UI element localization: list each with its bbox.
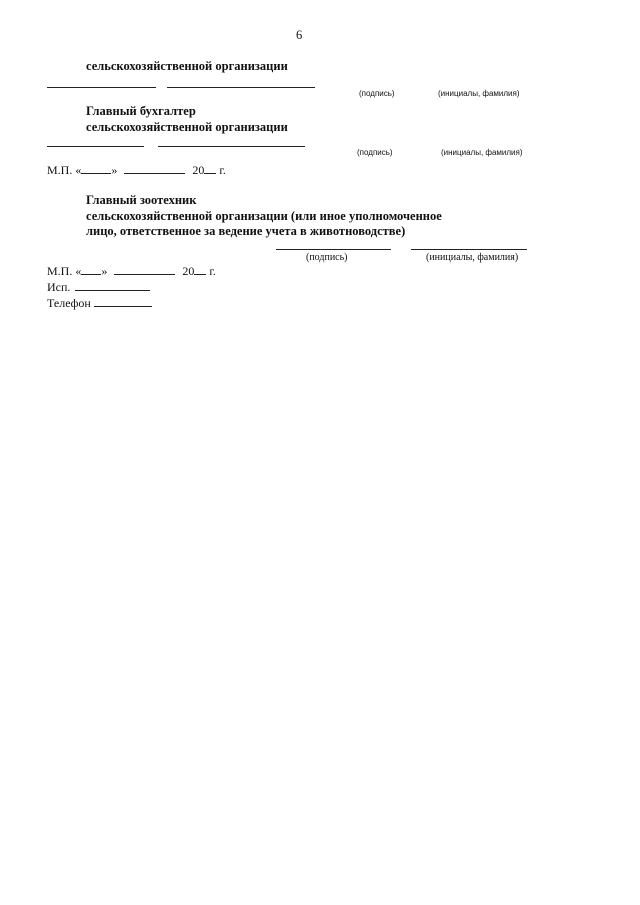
block3-stamp-date-line <box>47 264 216 279</box>
block1-org-line: сельскохозяйственной организации <box>86 59 288 73</box>
block3-line2: лицо, ответственное за ведение учета в животноводстве) <box>86 224 406 238</box>
stamp-prefix: М.П. « <box>47 264 82 278</box>
block2-stamp-date-line <box>47 163 226 178</box>
phone-blank <box>94 296 152 307</box>
day-blank <box>81 163 111 174</box>
year-suffix: г. <box>209 264 216 278</box>
isp-line <box>47 280 150 295</box>
phone-label: Телефон <box>47 296 91 310</box>
block1-name-label: (инициалы, фамилия) <box>438 89 520 98</box>
isp-blank <box>75 280 150 291</box>
stamp-prefix: М.П. « <box>47 163 82 177</box>
month-blank <box>124 163 185 174</box>
day-blank <box>81 264 101 275</box>
block3-signature-label: (подпись) <box>306 252 348 263</box>
block1-signature-label: (подпись) <box>359 89 395 98</box>
year-text: 20 <box>182 264 195 278</box>
block3-name-line <box>411 249 527 250</box>
year-blank <box>194 264 206 275</box>
page-number: 6 <box>296 28 303 42</box>
month-blank <box>114 264 175 275</box>
stamp-mid: » <box>111 163 118 177</box>
block2-name-label: (инициалы, фамилия) <box>441 148 523 157</box>
block3-name-label: (инициалы, фамилия) <box>426 252 519 263</box>
block2-signature-label: (подпись) <box>357 148 393 157</box>
block2-signature-line <box>47 146 144 147</box>
block3-line1: сельскохозяйственной организации (или иное уполномоченное <box>86 209 442 223</box>
block2-name-line <box>158 146 305 147</box>
block3-signature-line <box>276 249 391 250</box>
block3-title: Главный зоотехник <box>86 193 197 207</box>
block1-signature-line <box>47 87 156 88</box>
year-suffix: г. <box>219 163 226 177</box>
year-text: 20 <box>192 163 205 177</box>
isp-label: Исп. <box>47 280 71 294</box>
block2-org-line: сельскохозяйственной организации <box>86 120 288 134</box>
block2-title: Главный бухгалтер <box>86 104 196 118</box>
year-blank <box>204 163 216 174</box>
phone-line <box>47 296 152 311</box>
block1-name-line <box>167 87 315 88</box>
stamp-mid: » <box>101 264 108 278</box>
